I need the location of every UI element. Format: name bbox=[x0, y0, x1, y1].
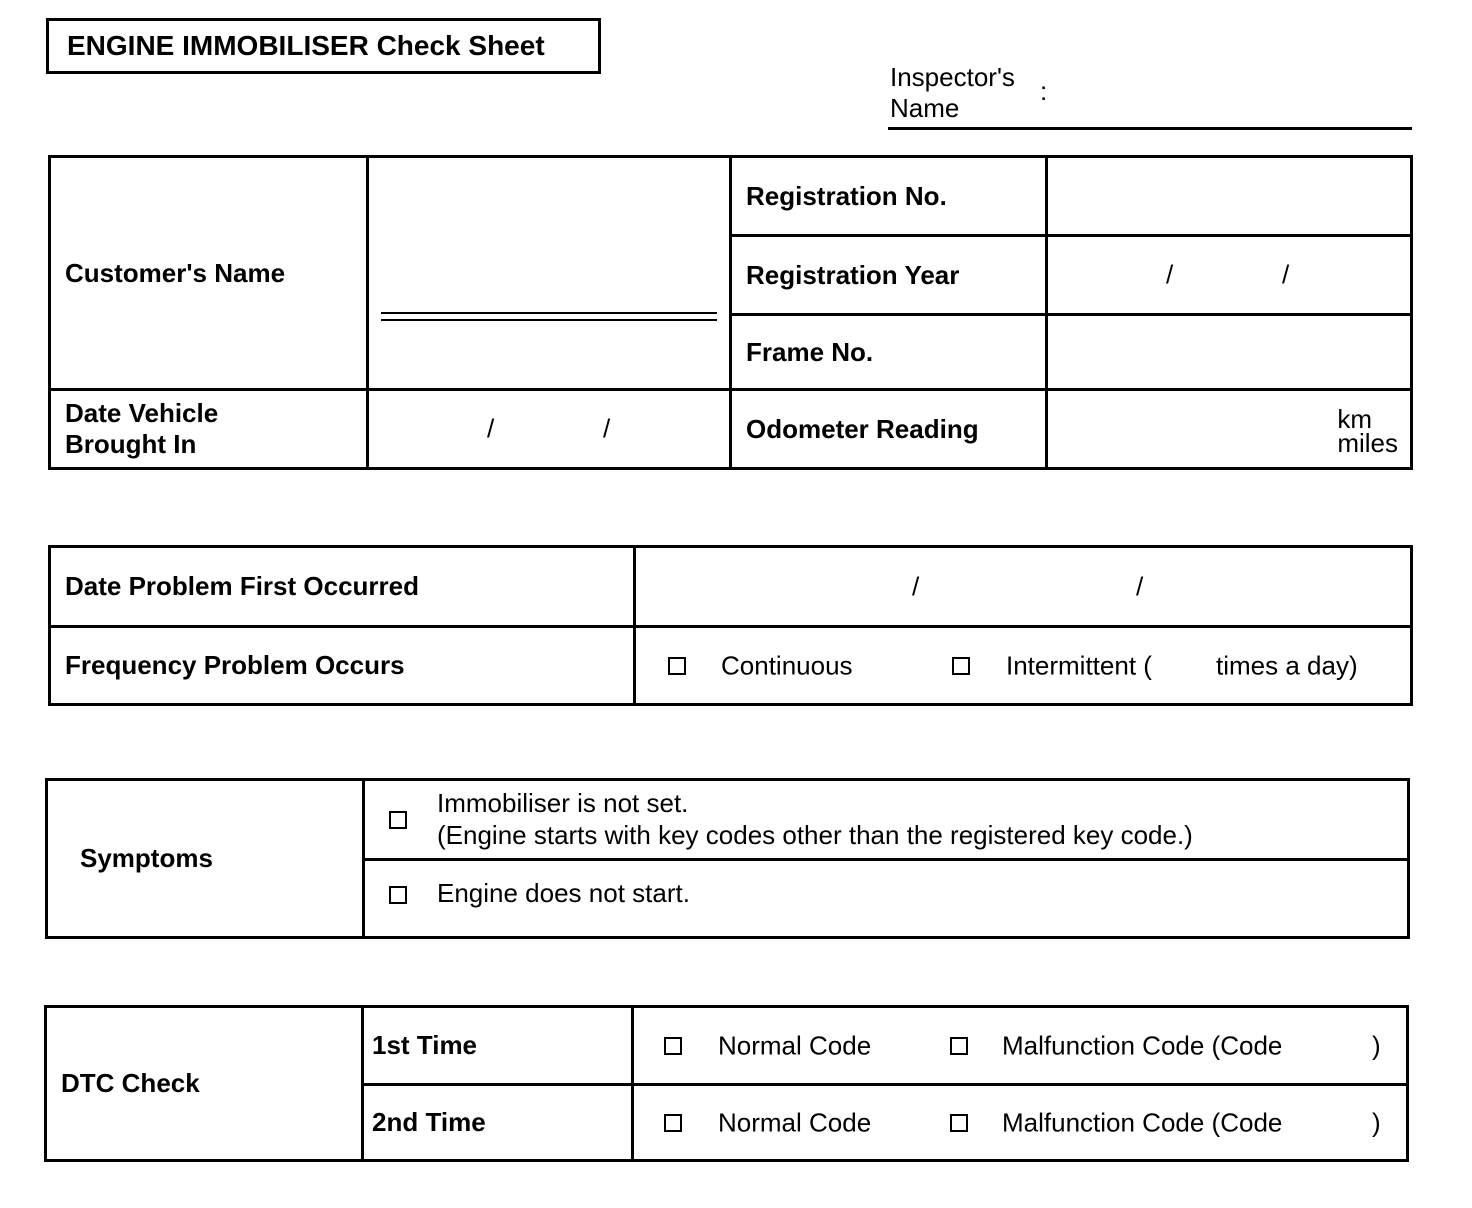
registration-no-label: Registration No. bbox=[731, 157, 1047, 236]
customer-name-underline bbox=[381, 312, 717, 321]
frame-no-label: Frame No. bbox=[731, 315, 1047, 390]
malfunction-code-label: Malfunction Code (Code bbox=[1002, 1107, 1283, 1137]
normal-code-checkbox[interactable] bbox=[664, 1037, 682, 1055]
inspector-name-label: Inspector's Name bbox=[890, 62, 1015, 123]
date-separator: / bbox=[1282, 259, 1290, 290]
normal-code-label: Normal Code bbox=[718, 1107, 872, 1137]
inspector-colon: : bbox=[1040, 76, 1048, 106]
intermittent-checkbox[interactable] bbox=[952, 657, 970, 675]
dtc-check-label: DTC Check bbox=[46, 1007, 363, 1161]
immobiliser-not-set-label: Immobiliser is not set. (Engine starts with key codes other than the registered key code.) bbox=[437, 788, 1193, 850]
problem-table bbox=[48, 545, 1413, 706]
odometer-units: km miles bbox=[1337, 404, 1398, 458]
normal-code-checkbox[interactable] bbox=[664, 1114, 682, 1132]
symptom-option-1 bbox=[364, 780, 1409, 860]
customer-name-label: Customer's Name bbox=[50, 157, 368, 390]
continuous-checkbox[interactable] bbox=[668, 657, 686, 675]
malfunction-code-close: ) bbox=[1372, 1107, 1381, 1137]
malfunction-code-close: ) bbox=[1372, 1030, 1381, 1060]
registration-year-label: Registration Year bbox=[731, 236, 1047, 315]
inspector-name-field[interactable] bbox=[888, 62, 1412, 130]
date-separator: / bbox=[487, 413, 495, 444]
odometer-reading-field[interactable] bbox=[1047, 390, 1412, 469]
normal-code-label: Normal Code bbox=[718, 1030, 872, 1060]
vehicle-info-table bbox=[48, 155, 1413, 470]
intermittent-label: Intermittent ( bbox=[1006, 650, 1152, 680]
engine-does-not-start-checkbox[interactable] bbox=[389, 886, 407, 904]
date-problem-first-occurred-field[interactable] bbox=[635, 547, 1412, 627]
date-separator: / bbox=[603, 413, 611, 444]
registration-no-field[interactable] bbox=[1047, 157, 1412, 236]
symptom-option-2 bbox=[364, 860, 1409, 938]
dtc-first-time-label: 1st Time bbox=[363, 1007, 633, 1085]
frequency-options bbox=[635, 627, 1412, 705]
continuous-label: Continuous bbox=[721, 650, 853, 680]
date-problem-first-occurred-label: Date Problem First Occurred bbox=[50, 547, 635, 627]
malfunction-code-label: Malfunction Code (Code bbox=[1002, 1030, 1283, 1060]
frame-no-field[interactable] bbox=[1047, 315, 1412, 390]
date-vehicle-brought-in-field[interactable] bbox=[368, 390, 731, 469]
engine-does-not-start-label: Engine does not start. bbox=[437, 878, 690, 908]
malfunction-code-checkbox[interactable] bbox=[950, 1037, 968, 1055]
malfunction-code-checkbox[interactable] bbox=[950, 1114, 968, 1132]
date-separator: / bbox=[1136, 571, 1144, 601]
immobiliser-not-set-checkbox[interactable] bbox=[389, 811, 407, 829]
date-separator: / bbox=[912, 571, 920, 601]
registration-year-field[interactable] bbox=[1047, 236, 1412, 315]
date-vehicle-brought-in-label: Date Vehicle Brought In bbox=[50, 390, 368, 469]
dtc-second-time-options bbox=[633, 1085, 1408, 1161]
odometer-reading-label: Odometer Reading bbox=[731, 390, 1047, 469]
symptoms-label: Symptoms bbox=[47, 780, 364, 938]
date-separator: / bbox=[1166, 259, 1174, 290]
frequency-problem-occurs-label: Frequency Problem Occurs bbox=[50, 627, 635, 705]
symptoms-table bbox=[45, 778, 1410, 939]
dtc-check-table bbox=[44, 1005, 1409, 1162]
times-a-day-label: times a day) bbox=[1216, 650, 1358, 680]
customer-name-field[interactable] bbox=[368, 157, 731, 390]
sheet-title: ENGINE IMMOBILISER Check Sheet bbox=[46, 18, 601, 74]
dtc-first-time-options bbox=[633, 1007, 1408, 1085]
dtc-second-time-label: 2nd Time bbox=[363, 1085, 633, 1161]
